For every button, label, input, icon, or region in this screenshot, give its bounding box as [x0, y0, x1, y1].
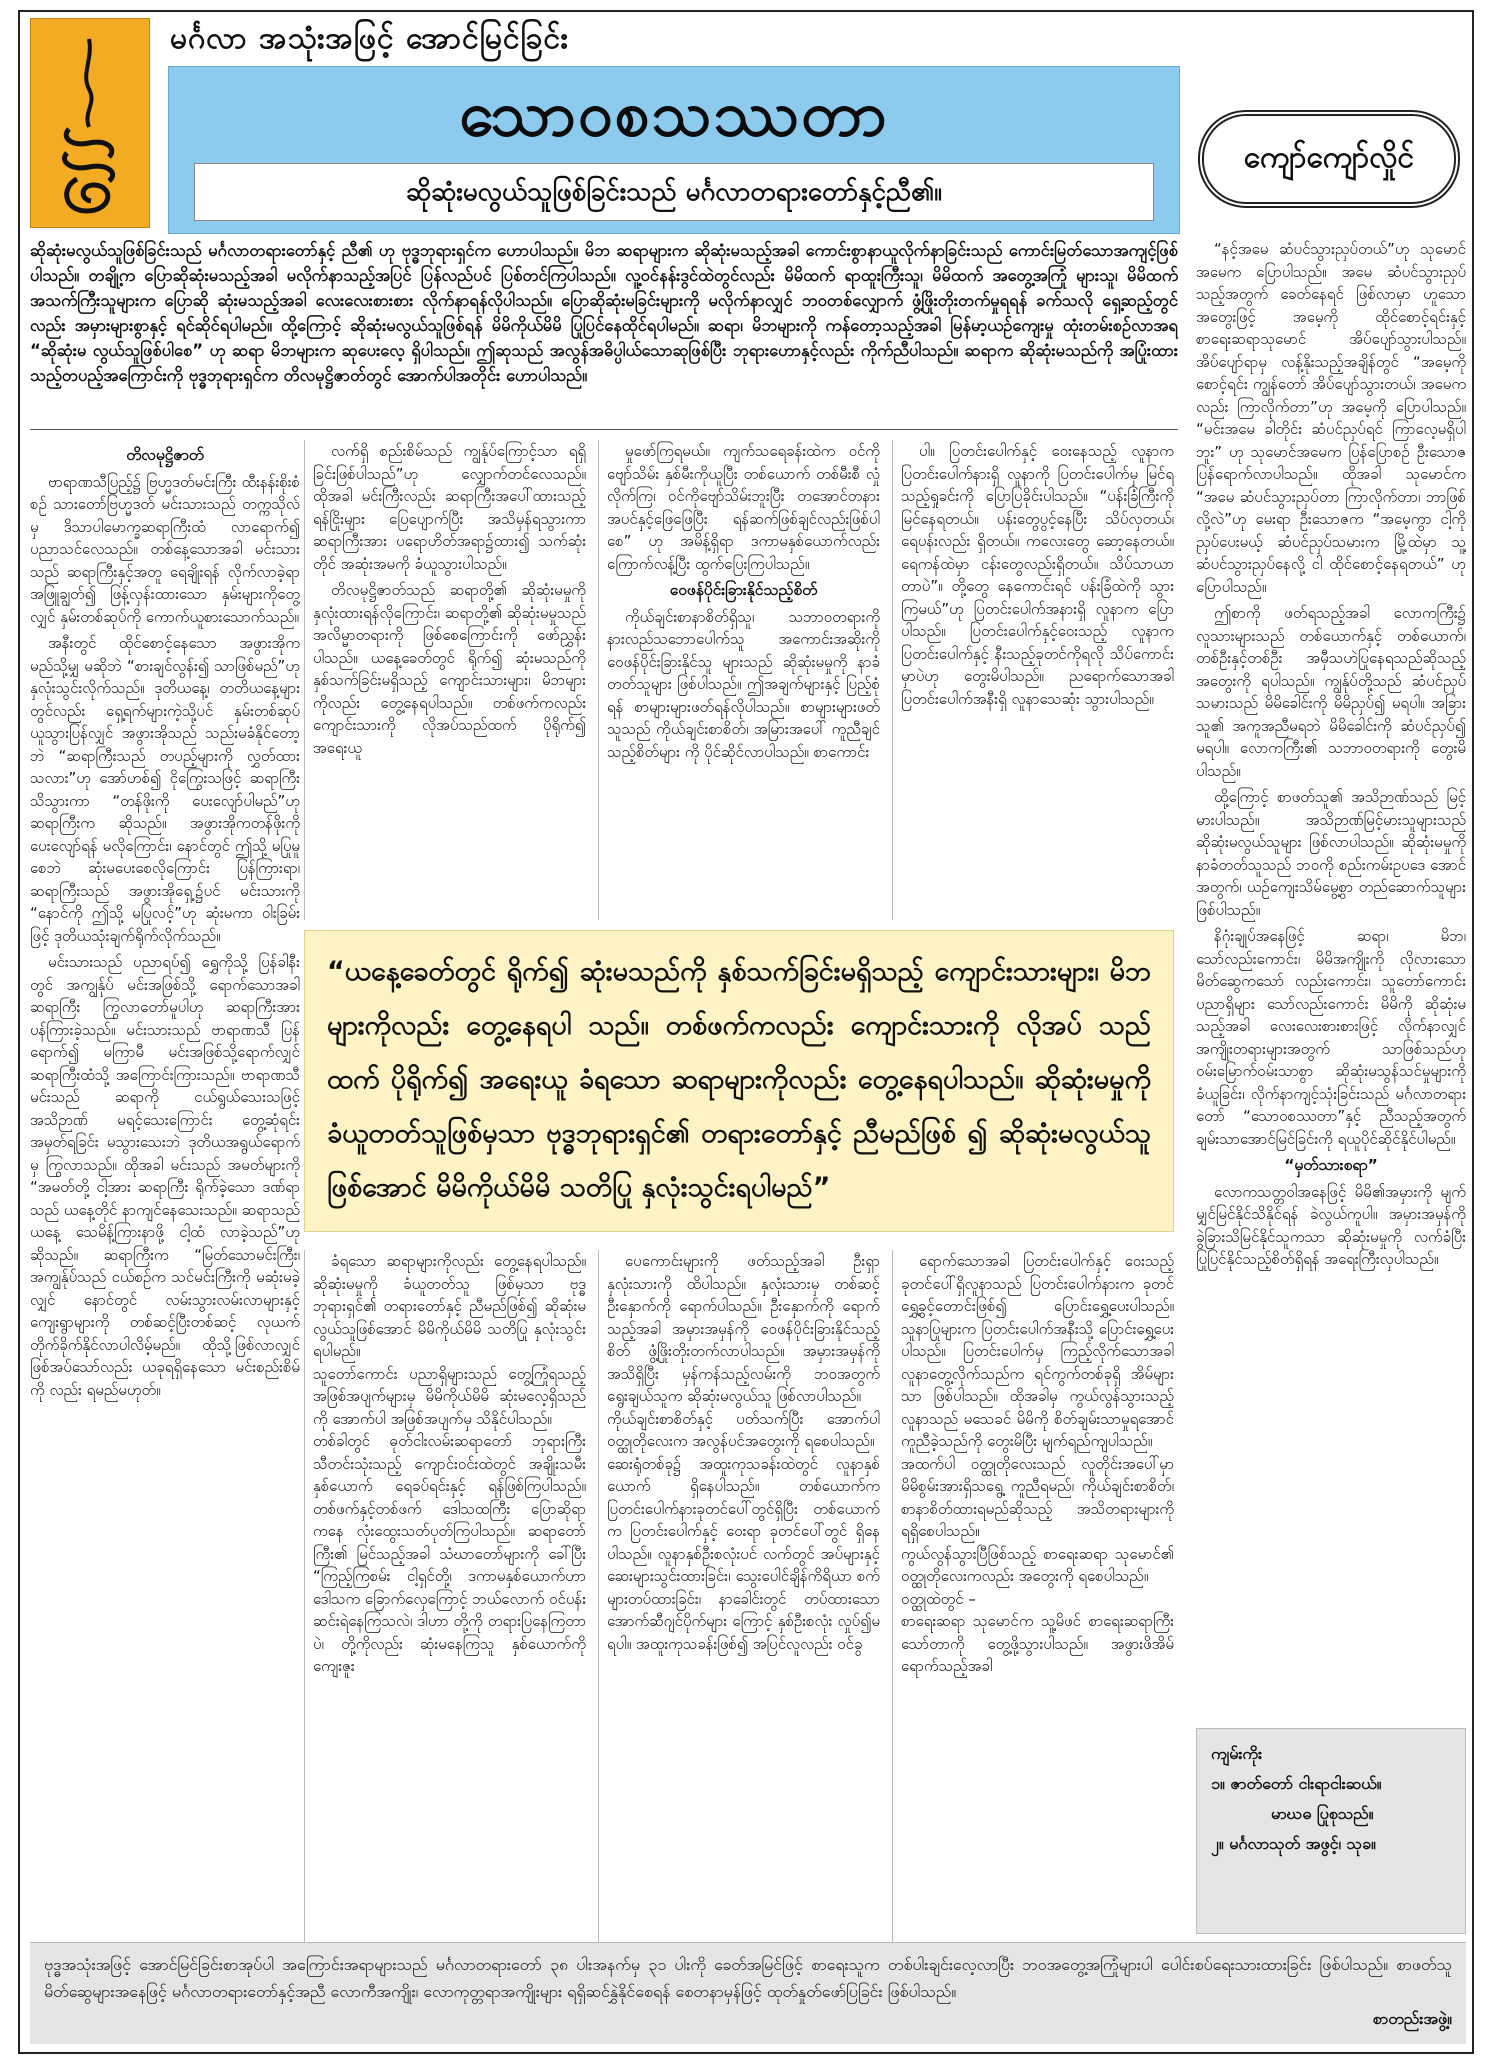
body-paragraph: လက်ရှိ စည်းစိမ်သည် ကျွန်ုပ်ကြောင့်သာ ရရှိခြင်းဖြစ်ပါသည်”ဟု လျှောက်တင်လေသည်။ ထိုအခါ မင်းကြီးလည်း ဆရာကြီးအပေါ်ထားသည့် ရန်ငြိုးများ ပြေပျောက်ပြီး အသိမှန်ရသွားကာ ဆရာကြီးအား ပရောဟိတ်အရာ၌ထား၍ သက်ဆုံးတိုင် အဆုံးအမကို ခံယူသွားပါသည်။	[313, 442, 586, 573]
article-column-3	[598, 440, 880, 920]
page-title: သောဝစသဿတာ	[459, 77, 889, 150]
references-title: ကျမ်းကိုး	[1211, 1744, 1263, 1763]
article-column-2-lower	[304, 1250, 586, 1990]
title-banner	[168, 66, 1180, 234]
body-paragraph: အနီးတွင် ထိုင်စောင့်နေသော အဖွားအိုက မည်သို့မျှ မဆိုဘဲ “စားချင်လွန်း၍ သာဖြစ်မည်”ဟု နှလုံးသွင်းလိုက်သည်။ ဒုတိယနေ့၊ တတိယနေ့များတွင်လည်း ရှေ့ရက်များကဲ့သို့ပင် နှမ်းတစ်ဆုပ် ယူသွားပြန်လျှင် အဖွားအိုသည် သည်းမခံနိုင်တော့ဘဲ “ဆရာကြီးသည် တပည့်များကို လွှတ်ထားသလား”ဟု အော်ဟစ်၍ ငိုကြွေးသဖြင့် ဆရာကြီး သိသွားကာ “တန်ဖိုးကို ပေးလျော်ပါမည်”ဟု ဆရာကြီးက ဆိုသည်။ အဖွားအိုကတန်ဖိုးကို ပေးလျော်ရန် မလိုကြောင်း၊ နောင်တွင် ဤသို့ မပြုမူစေဘဲ ဆုံးမပေးစေလိုကြောင်း ပြန်ကြားရာ၊ ဆရာကြီးသည် အဖွားအိုရှေ့၌ပင် မင်းသားကို “နောင်ကို ဤသို့ မပြုလင့်”ဟု ဆုံးမကာ ဝါးခြမ်း ဖြင့် ဒုတိယသုံးချက်ရိုက်လိုက်သည်။	[30, 634, 300, 945]
series-label: မင်္ဂလာ အသုံးအဖြင့် အောင်မြင်ခြင်း	[170, 21, 569, 56]
body-paragraph: မင်းသားသည် ပညာရပ်၍ ရွှေကိုသို့ ပြန်ခါနီးတွင် အကျွန်ုပ် မင်းအဖြစ်သို့ ရောက်သောအခါ ဆရာကြီး ကြွလာတော်မူပါဟု ဆရာကြီးအား ပန်ကြားခဲ့သည်။ မင်းသားသည် ဗာရာဏသီ ပြန်ရောက်၍ မကြာမီ မင်းအဖြစ်သို့ရောက်လျှင် ဆရာကြီးထံသို့ အကြောင်းကြားသည်။ ဗာရာဏသီမင်းသည် ဆရာကို ငယ်ရွယ်သေးသဖြင့် အသိဉာဏ် မရင့်သေးကြောင်း တွေ့ဆုံရင်း အမှတ်ရခြင်း မသွားသေးဘဲ ဒုတိယအရွယ်ရောက်မှ ကြွလာသည်။ ထိုအခါ မင်းသည် အမတ်များကို “အမတ်တို့ ငါ့အား ဆရာကြီး ရိုက်ခဲ့သော ဒဏ်ရာသည် ယနေ့တိုင် နာကျင်နေသေးသည်။ ဆရာသည် ယနေ့ သေမိန့်ကြားနာဖို့ ငါ့ထံ လာခဲ့သည်”ဟု ဆိုသည်။ ဆရာကြီးက “မြတ်သောမင်းကြီး၊ အကျွန်ုပ်သည် ငယ်စဉ်က သင်မင်းကြီးကို မဆုံးမခဲ့လျှင် နောင်တွင် လမ်းသွားလမ်းလာများနှင့် ကျေးရွာများကို တစ်ဆင့်ပြီးတစ်ဆင့် လုယက် တိုက်ခိုက်နိုင်လာပါလိမ့်မည်။ ထိုသို့ဖြစ်လာလျှင် ဖြစ်အပ်သော်လည်း ယခုရရှိနေသော မင်းစည်းစိမ်ကို လည်း ရမည်မဟုတ်။	[30, 953, 300, 1399]
body-paragraph: ခံရသော ဆရာများကိုလည်း တွေ့နေရပါသည်။ ဆိုဆုံးမမှုကို ခံယူတတ်သူ ဖြစ်မှသာ ဗုဒ္ဓဘုရားရှင်၏ တရားတော်နှင့် ညီမည်ဖြစ်၍ ဆိုဆုံးမလွယ်သူဖြစ်အောင် မိမိကိုယ်မိမိ သတိပြု နှလုံးသွင်းရပါမည်။ သူတော်ကောင်း ပညာရှိများသည် တွေ့ကြုံရသည့် အဖြစ်အပျက်များမှ မိမိကိုယ်မိမိ ဆုံးမလေ့ရှိသည်ကို အောက်ပါ အဖြစ်အပျက်မှ သိနိုင်ပါသည်။ တစ်ခါတွင် ဓုတ်ငါးလမ်းဆရာတော် ဘုရားကြီး သီတင်းသုံးသည့် ကျောင်းဝင်းထဲတွင် အချိုးသမီးနှစ်ယောက် ရေခပ်ရင်းနှင့် ရန်ဖြစ်ကြပါသည်။ တစ်ဖက်နှင့်တစ်ဖက် ဒေါသထကြီး ပြောဆိုရာ ကနေ လုံးထွေးသတ်ပုတ်ကြပါသည်။ ဆရာတော်ကြီး၏ မြင်သည့်အခါ သံဃာတော်များကို ခေါ်ပြီး “ကြည့်ကြစမ်း ငါ့ရှင်တို့၊ ဒကာမနှစ်ယောက်ဟာ ဒေါသက ခြောက်လှေကြောင့် ဘယ်လောက် ဝင်ပန်းဆင်းရဲနေကြသလဲ၊ ဒါဟာ တို့ကို တရားပြနေကြတာပဲ၊ တို့ကိုလည်း ဆုံးမနေကြသူ နှစ်ယောက်ကို ကျေးဇူး	[313, 1252, 586, 1675]
author-badge: ကျော်ကျော်လှိုင်	[1198, 110, 1460, 208]
article-column-4	[892, 440, 1174, 920]
body-paragraph: ပါ။ ပြတင်းပေါက်နှင့် ဝေးနေသည့် လူနာက ပြတင်းပေါက်နားရှိ လူနာကို ပြတင်းပေါက်မှ မြင်ရသည့်ရှုခင်းကို ပြောပြခိုင်းပါသည်။ “ပန်းခြံကြီးကို မြင်နေရတယ်။ ပန်းတွေပွင့်နေပြီး သိပ်လှတယ်၊ ရေပန်းလည်း ရှိတယ်။ ကလေးတွေ ဆော့နေတယ်။ ရေကန်ထဲမှာ ငန်းတွေလည်းရှိတယ်။ သိပ်သာယာတာပဲ”။ တို့တွေ နေကောင်းရင် ပန်းခြံထဲကို သွားကြမယ်”ဟု ပြတင်းပေါက်အနားရှိ လူနာက ပြောပါသည်။ ပြတင်းပေါက်နှင့်ဝေးသည့် လူနာက ပြတင်းပေါက်နှင့် နီးသည့်ခုတင်ကိုရလို သိပ်ကောင်းမှာပဲဟု တွေးမိပါသည်။ ညရောက်သောအခါ ပြတင်းပေါက်အနီးရှိ လူနာသေဆုံး သွားပါသည်။	[901, 442, 1174, 708]
ornament-logo	[30, 18, 150, 228]
intro-paragraph: ဆိုဆုံးမလွယ်သူဖြစ်ခြင်းသည် မင်္ဂလာတရားတော်နှင့် ညီ၏ ဟု ဗုဒ္ဓဘုရားရှင်က ဟောပါသည်။ မိဘ ဆရာများက ဆိုဆုံးမသည့်အခါ ကောင်းစွာနာယူလိုက်နာခြင်းသည် ကောင်းမြတ်သောအကျင့်ဖြစ်ပါသည်။ တချို့က ပြောဆိုဆုံးမသည့်အခါ မလိုက်နာသည့်အပြင် ပြန်လည်ပင် ပြစ်တင်ကြပါသည်။ လူ့ဝင်နန်းဒွင်ထဲတွင်လည်း မိမိထက် ရာထူးကြီးသူ၊ မိမိထက် အတွေ့အကြုံ များသူ၊ မိမိထက် အသက်ကြီးသူများက ပြောဆို ဆုံးမသည့်အခါ လေးလေးစားစား လိုက်နာရန်လိုပါသည်။ ပြောဆိုဆုံးမခြင်းများကို မလိုက်နာလျှင် ဘဝတစ်လျှောက် ဖွံ့ဖြိုးတိုးတက်မှုရရန် ခက်သလို ရှေ့ဆည့်တွင်လည်း အမှားများစွာနှင့် ရင်ဆိုင်ရပါမည်။ ထို့ကြောင့် ဆိုဆုံးမလွယ်သူဖြစ်ရန် မိမိကိုယ်မိမိ ပြုပြင်နေထိုင်ရပါမည်။ ဆရာ၊ မိဘများကို ကန်တော့သည့်အခါ မြန်မာ့ယဉ်ကျေးမှု ထုံးတမ်းစဉ်လာအရ “ဆိုဆုံးမ လွယ်သူဖြစ်ပါစေ” ဟု ဆရာ မိဘများက ဆုပေးလေ့ ရှိပါသည်။ ဤဆုသည် အလွန်အဓိပ္ပါယ်သောဆုဖြစ်ပြီး ဘုရားဟောနှင့်လည်း ကိုက်ညီပါသည်။ ဆရာက ဆိုဆုံးမသည်ကို အပြုံးထားသည့်တပည့်အကြောင်းကို ဗုဒ္ဓဘုရားရှင်က တိလမုဋ္ဌိဇာတ်တွင် အောက်ပါအတိုင်း ဟောပါသည်။	[30, 238, 1178, 430]
references-box	[1196, 1728, 1466, 1934]
page-subtitle: ဆိုဆုံးမလွယ်သူဖြစ်ခြင်းသည် မင်္ဂလာတရားတော်နှင့်ညီ၏။	[194, 163, 1154, 221]
section-heading: ဝေဖန်ပိုင်းခြားနိုင်သည့်စိတ်	[669, 581, 818, 599]
article-column-2	[304, 440, 586, 920]
reference-item: ၂။ မင်္ဂလာသုတ် အဖွင့်၊ သုခ။	[1211, 1834, 1376, 1853]
footer-note	[30, 1942, 1466, 2044]
body-paragraph: နိဂုံးချုပ်အနေဖြင့် ဆရာ၊ မိဘ၊ သော်လည်းကောင်း၊ မိမိအကျိုးကို လိုလားသောမိတ်ဆွေကသော် လည်းကောင်း၊ သူတော်ကောင်း ပညာရှိများ သော်လည်းကောင်း မိမိကို ဆိုဆုံးမသည့်အခါ လေးလေးစားစားဖြင့် လိုက်နာလျှင် အကျိုးတရားများအတွက် သာဖြစ်သည်ဟု ဝမ်းမြောက်ဝမ်းသာစွာ ဆိုဆုံးမသွန်သင်မှုများကို ခံယူခြင်း၊ လိုက်နာကျင့်သုံးခြင်းသည် မင်္ဂလာတရားတော် “သောဝစဿတာ”နှင့် ညီသည့်အတွက် ချမ်းသာအောင်မြင်ခြင်းကို ရယူပိုင်ဆိုင်နိုင်ပါမည်။	[1196, 927, 1466, 1148]
body-paragraph: တိလမုဋ္ဌိဇာတ်သည် ဆရာတို့၏ ဆိုဆုံးမမှုကို နှလုံးထားရန်လိုကြောင်း၊ ဆရာတို့၏ ဆိုဆုံးမမှုသည် အလိမ္မာတရားကို ဖြစ်စေကြောင်းကို ဖော်ညွှန်းပါသည်။ ယနေ့ခေတ်တွင် ရိုက်၍ ဆုံးမသည်ကို နှစ်သက်ခြင်းမရှိသည့် ကျောင်းသားများ၊ မိဘများကိုလည်း တွေ့နေရပါသည်။ တစ်ဖက်ကလည်း ကျောင်းသားကို လိုအပ်သည်ထက် ပိုရိုက်၍ အရေးယူ	[313, 581, 586, 757]
note-heading: “မှတ်သားစရာ”	[1284, 1156, 1378, 1174]
article-column-3-lower	[598, 1250, 880, 1990]
article-column-1	[30, 440, 300, 1930]
sidebar-column	[1196, 238, 1466, 1718]
section-heading: တိလမုဋ္ဌိဇာတ်	[126, 446, 204, 464]
body-paragraph: မှုဖော်ကြရမယ်။ ကျက်သရေခန်းထဲက ဝင်ကိုဗျော်သိမ်း နှစ်မီးကိုယူပြီး တစ်ယောက် တစ်မီးစီ လှုံလိုက်ကြ၊ ဝင်ကိုဗျော်သိမ်းဘူးပြီး တအောင်တနား အပင်နှင့်ဖြေဖြေပြီး ရန်ဆက်ဖြစ်ချင်လည်းဖြစ်ပါစေ” ဟု အမိန့်ရှိရာ ဒကာမနှစ်ယောက်လည်း ကြောက်လန့်ပြီး ထွက်ပြေးကြပါသည်။	[607, 442, 880, 573]
reference-item: ၁။ ဇာတ်တော် ငါးရာငါးဆယ်။	[1211, 1774, 1382, 1793]
article-column-4-lower	[892, 1250, 1174, 1990]
body-paragraph: ထို့ကြောင့် စာဖတ်သူ၏ အသိဉာဏ်သည် မြင့်မားပါသည်။ အသိဉာဏ်မြင့်မားသူများသည် ဆိုဆုံးမလွယ်သူများ ဖြစ်လာပါသည်။ ဆိုဆုံးမမှုကို နာခံတတ်သူသည် ဘဝကို စည်းကမ်းဥပဒေ အောင်အတွက်၊ ယဉ်ကျေးသိမ်မွေ့စွာ တည်ဆောက်သူများ ဖြစ်ပါသည်။	[1196, 788, 1466, 919]
reference-item: မာဃဓ ပြုစုသည်။	[1271, 1804, 1374, 1823]
footer-signoff: စာတည်းအဖွဲ့။	[1372, 2009, 1452, 2028]
body-paragraph: ပေကောင်းများကို ဖတ်သည့်အခါ ဦးရှာနှလုံးသားကို ထိပါသည်။ နှလုံးသားမှ တစ်ဆင့် ဦးနှောက်ကို ရောက်ပါသည်။ ဦးနှောက်ကို ရောက်သည့်အခါ အမှားအမှန်ကို ဝေဖန်ပိုင်းခြားနိုင်သည့်စိတ် ဖွံ့ဖြိုးတိုးတက်လာပါသည်။ အမှားအမှန်ကို အသိရှိပြီး မှန်ကန်သည့်လမ်းကို ဘဝအတွက် ရွေးချယ်သူက ဆိုဆုံးမလွယ်သူ ဖြစ်လာပါသည်။ ကိုယ်ချင်းစာစိတ်နှင့် ပတ်သက်ပြီး အောက်ပါဝတ္ထုတိုလေးက အလွန်ပင်အတွေးကို ရစေပါသည်။ ဆေးရုံတစ်ခု၌ အထူးကုသခန်းထဲတွင် လူနာနှစ်ယောက် ရှိနေပါသည်။ တစ်ယောက်က ပြတင်းပေါက်နားခုတင်ပေါ်တွင်ရှိပြီး တစ်ယောက်က ပြတင်းပေါက်နှင့် ဝေးရာ ခုတင်ပေါ်တွင် ရှိနေပါသည်။ လူနာနှစ်ဦးစလုံးပင် လက်တွင် အပ်များနှင့် ဆေးများသွင်းထားခြင်း၊ သွေးပေါင်ချိန်ကိရိယာ စက်များတပ်ထားခြင်း၊ နာခေါင်းတွင် တပ်ထားသော အောက်ဆီဂျင်ပိုက်များ ကြောင့် နှစ်ဦးစလုံး လှုပ်၍မရပါ။ အထူးကုသခန်းဖြစ်၍ အပြင်လူလည်း ဝင်ခွ	[607, 1252, 880, 1653]
body-paragraph: ကိုယ်ချင်းစာနာစိတ်ရှိသူ၊ သဘာဝတရားကို နားလည်သဘောပေါက်သူ အကောင်းအဆိုးကို ဝေဖန်ပိုင်းခြားနိုင်သူ များသည် ဆိုဆုံးမမှုကို နာခံတတ်သူများ ဖြစ်ပါသည်။ ဤအချက်များနှင့် ပြည့်စုံရန် စာများများဖတ်ရန်လိုပါသည်။ စာများများဖတ်သူသည် ကိုယ်ချင်းစာစိတ်၊ အမြားအပေါ် ကူညီချင်သည့်စိတ်များ ကို ပိုင်ဆိုင်လာပါသည်။ စာကောင်း	[607, 607, 880, 761]
body-paragraph: ဤစာကို ဖတ်ရသည့်အခါ လောကကြီး၌ လူသားများသည် တစ်ယောက်နှင့် တစ်ယောက်၊ တစ်ဦးနှင့်တစ်ဦး အမှီသဟဲပြုနေရသည်ဆိုသည့် အတွေးကို ရပါသည်။ ကျွန်ုပ်တို့သည် ဆံပင်ညှပ်သမားသည် မိမိခေါင်းကို မိမိညှပ်၍ မရပါ။ အခြားသူ၏ အကူအညီမရဘဲ မိမိခေါင်းကို ဆံပင်ညှပ်၍ မရပါ။ လောကကြီး၏ သဘာဝတရားကို တွေးမိပါသည်။	[1196, 604, 1466, 780]
body-paragraph: ဗာရာဏသီပြည့်၌ ဗြဟ္မဒတ်မင်းကြီး ထီးနန်းစိုးစံစဉ် သားတော်ဗြဟ္မဒတ် မင်းသားသည် တက္ကသိုလ်မှ ဒိသာပါမောက္ခဆရာကြီးထံ လာရောက်၍ ပညာသင်လေသည်။ တစ်နေ့သောအခါ မင်းသားသည် ဆရာကြီးနှင့်အတူ ရေချိုးရန် လိုက်လာခဲ့ရာ အဖြူချွတ်၍ ဖြန့်လှန်းထားသော နှမ်းများကိုတွေ့လျှင် နှမ်းတစ်ဆုပ်ကို ကောက်ယူစားသောက်သည်။	[30, 472, 300, 626]
body-paragraph: ရောက်သောအခါ ပြတင်းပေါက်နှင့် ဝေးသည့် ခုတင်ပေါ်ရှိလူနာသည် ပြတင်းပေါက်နားက ခုတင်ရွှေ့ခွင့်တောင်းဖြစ်၍ ပြောင်းရွှေ့ပေးပါသည်။ သူနာပြုများက ပြတင်းပေါက်အနီးသို့ ပြောင်းရွှေ့ပေးပါသည်။ ပြတင်းပေါက်မှ ကြည့်လိုက်သောအခါ လူနာတွေ့လိုက်သည်က ရင်ကွက်တစ်ခုရှိ အိမ်များသာ ဖြစ်ပါသည်။ ထိုအခါမှ ကွယ်လွန်သွားသည့် လူနာသည် မသေခင် မိမိကို စိတ်ချမ်းသာမှုရအောင် ကူညီခဲ့သည်ကို တွေးမိပြီး မျက်ရည်ကျပါသည်။ အထက်ပါ ဝတ္ထုတိုလေးသည် လူတိုင်းအပေါ်မှာ မိမိစွမ်းအားရှိသရွေ့ ကူညီရမည်၊ ကိုယ်ချင်းစာစိတ်၊ စာနာစိတ်ထားရမည်ဆိုသည့် အသိတရားများကို ရရှိစေပါသည်။ ကွယ်လွန်သွားပြီဖြစ်သည့် စာရေးဆရာ သုမောင်၏ ဝတ္ထုတိုလေးကလည်း အတွေးကို ရစေပါသည်။ ဝတ္ထုထဲတွင် – စာရေးဆရာ သုမောင်က သူ့မိဖင် စာရေးဆရာကြီးသော်တာကို တွေ့ဖို့သွားပါသည်။ အဖွားဖိအိမ်ရောက်သည့်အခါ	[901, 1252, 1174, 1675]
pull-quote: “ယနေ့ခေတ်တွင် ရိုက်၍ ဆုံးမသည်ကို နှစ်သက်ခြင်းမရှိသည့် ကျောင်းသားများ၊ မိဘများကိုလည်း တွေ့နေရပါ သည်။ တစ်ဖက်ကလည်း ကျောင်းသားကို လိုအပ် သည်ထက် ပိုရိုက်၍ အရေးယူ ခံရသော ဆရာများကိုလည်း တွေ့နေရပါသည်။ ဆိုဆုံးမမှုကို ခံယူတတ်သူဖြစ်မှသာ ဗုဒ္ဓဘုရားရှင်၏ တရားတော်နှင့် ညီမည်ဖြစ် ၍ ဆိုဆုံးမလွယ်သူ ဖြစ်အောင် မိမိကိုယ်မိမိ သတိပြု နှလုံးသွင်းရပါမည်”	[304, 930, 1174, 1232]
flame-ornament-icon	[31, 19, 149, 227]
footer-text: ဗုဒ္ဓအသုံးအဖြင့် အောင်မြင်ခြင်းစာအုပ်ပါ အကြောင်းအရာများသည် မင်္ဂလာတရားတော် ၃၈ ပါးအနက်မှ ၃၁ ပါးကို ခေတ်အမြင်ဖြင့် စာရေးသူက တစ်ပါးချင်းလေ့လာပြီး ဘဝအတွေ့အကြုံများပါ ပေါင်းစပ်ရေးသားထားခြင်း ဖြစ်ပါသည်။ စာဖတ်သူမိတ်ဆွေများအနေဖြင့် မင်္ဂလာတရားတော်နှင့်အညီ လောကီအကျိုး၊ လောကုတ္တရာအကျိုးများ ရရှိဆင်နွှဲနိုင်စေရန် စေတနာမှန်ဖြင့် ထုတ်နှုတ်ဖော်ပြခြင်း ဖြစ်ပါသည်။	[44, 1955, 1452, 2001]
body-paragraph: “နင့်အမေ ဆံပင်သွားညှပ်တယ်”ဟု သုမောင်အမေက ပြောပါသည်။ အမေ ဆံပင်သွားညှပ်သည့်အတွက် ခေတ်နေရင် ဖြစ်လာမှာ ဟူသောအတွေးဖြင့် အမေ့ကို ထိုင်စောင့်ရင်းနှင့် စာရေးဆရာသုမောင် အိပ်ပျော်သွားပါသည်။ အိပ်ပျော်ရာမှ လန့်နိုးသည့်အချိန်တွင် “အမေ့ကို စောင့်ရင်း ကျွန်တော် အိပ်ပျော်သွားတယ်၊ အမေကလည်း ကြာလိုက်တာ”ဟု အမေ့ကို ပြောပါသည်။ “မင်းအမေ ခါတိုင်း ဆံပင်ညှပ်ရင် ကြာလေ့မရှိပါဘူး” ဟု သုမောင်အမေက ပြန်ပြောစဉ် ဦးသောဇ ပြန်ရောက်လာပါသည်။ ထိုအခါ သုမောင်က “အမေ ဆံပင်သွားညှပ်တာ ကြာလိုက်တာ၊ ဘာဖြစ်လို့လဲ”ဟု မေးရာ ဦးသောဇက “အမေ့ကွာ ငါ့ကိုညှပ်ပေးမယ့် ဆံပင်ညှပ်သမားက မြို့ထဲမှာ သူ့ဆံပင်သွားညှပ်နေလို့ ငါ ထိုင်စောင့်နေရတယ်” ဟု ပြောပါသည်။	[1196, 240, 1466, 596]
body-paragraph: လောကသတ္တဝါအနေဖြင့် မိမိ၏အမှားကို မျက်မျှင်မြင်နိုင်သိနိုင်ရန် ခဲလွယ်ကူပါ။ အမှားအမှန်ကို ခွဲခြားသိမြင်နိုင်သူကသာ ဆိုဆုံးမမှုကို လက်ခံပြီး ပြုပြင်နိုင်သည့်စိတ်ရှိရန် အရေးကြီးလှပါသည်။	[1196, 1182, 1466, 1268]
